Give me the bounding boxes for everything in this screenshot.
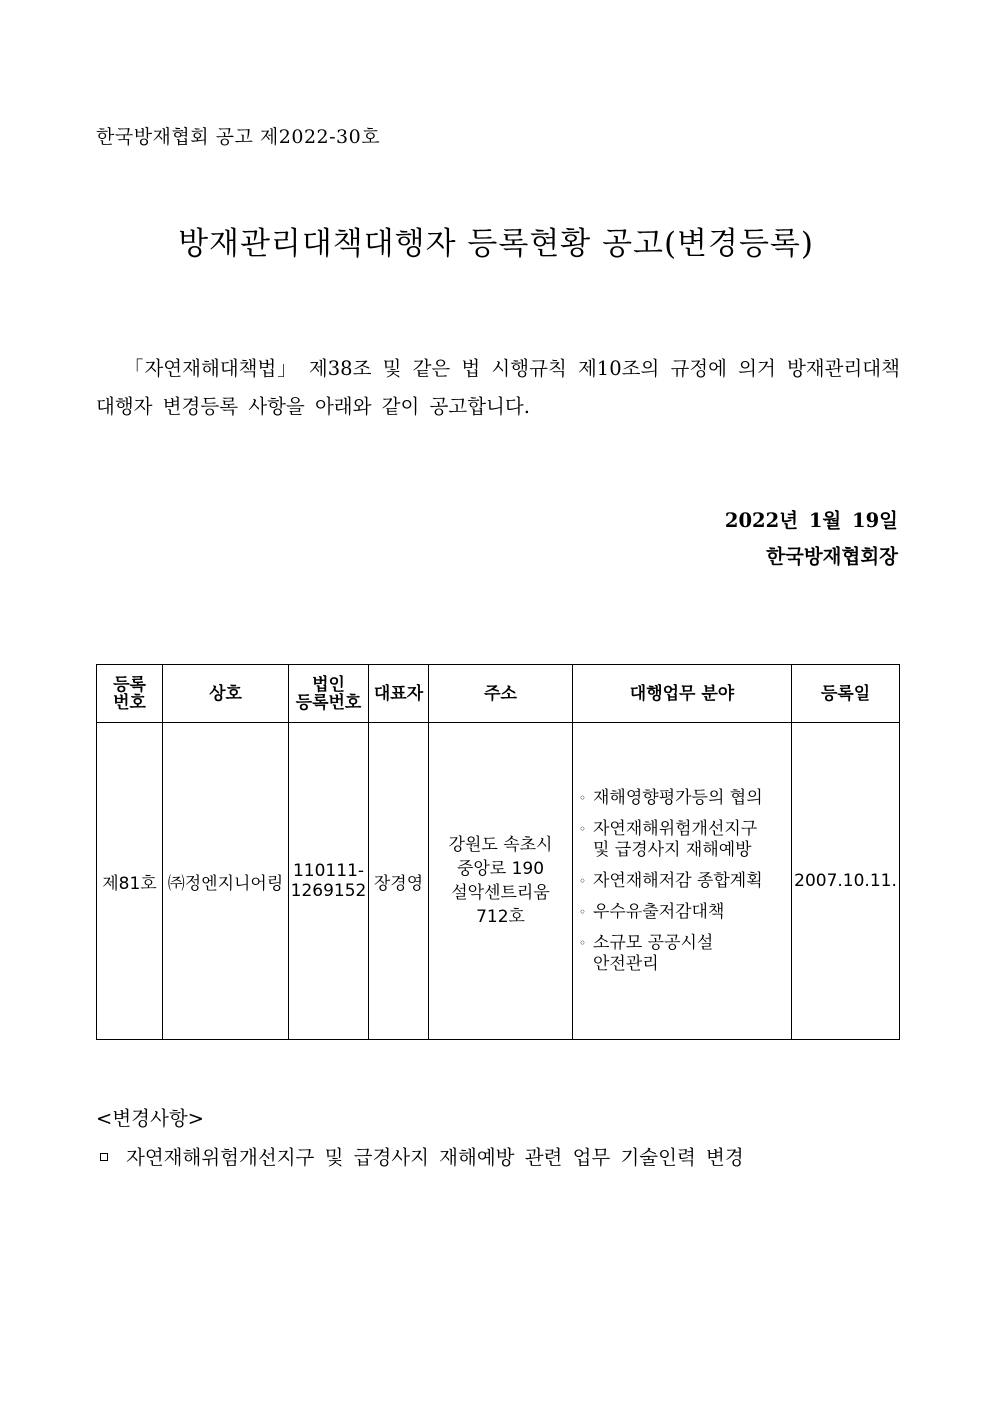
cell-company: ㈜정엔지니어링 [163, 723, 289, 1040]
cell-corp-no: 110111- 1269152 [289, 723, 369, 1040]
header-ceo: 대표자 [369, 665, 429, 723]
header-reg-date: 등록일 [792, 665, 900, 723]
header-reg-no: 등록 번호 [97, 665, 163, 723]
table-row [97, 723, 900, 1040]
page-title: 방재관리대책대행자 등록현황 공고(변경등록) [178, 226, 814, 262]
field-item: ◦ 우수유출저감대책 [579, 901, 725, 922]
registration-table [96, 664, 900, 1040]
issuer: 한국방재협회장 [766, 545, 898, 568]
header-company: 상호 [163, 665, 289, 723]
changes-item [100, 1142, 744, 1170]
header-fields: 대행업무 분야 [573, 665, 792, 723]
cell-reg-no: 제81호 [97, 723, 163, 1040]
square-bullet-icon [100, 1153, 108, 1161]
bullet-icon: ◦ [579, 904, 587, 919]
bullet-icon: ◦ [579, 821, 587, 836]
table-header-row [97, 665, 900, 723]
cell-reg-date: 2007.10.11. [792, 723, 900, 1040]
notice-number: 한국방재협회 공고 제2022-30호 [96, 126, 381, 148]
notice-body: 「자연재해대책법」 제38조 및 같은 법 시행규칙 제10조의 규정에 의거 방재관리대책대행자 변경등록 사항을 아래와 같이 공고합니다. [96, 357, 900, 418]
header-corp-no: 법인 등록번호 [289, 665, 369, 723]
cell-address: 강원도 속초시 중앙로 190 설악센트리움 712호 [429, 723, 573, 1040]
changes-item-text: 자연재해위험개선지구 및 급경사지 재해예방 관련 업무 기술인력 변경 [126, 1146, 744, 1169]
bullet-icon: ◦ [579, 873, 587, 888]
header-address: 주소 [429, 665, 573, 723]
cell-fields [573, 723, 792, 1040]
notice-date: 2022년 1월 19일 [724, 509, 898, 532]
bullet-icon: ◦ [579, 935, 587, 950]
cell-ceo: 장경영 [369, 723, 429, 1040]
field-item: ◦ 자연재해저감 종합계획 [579, 870, 763, 891]
bullet-icon: ◦ [579, 790, 587, 805]
field-item: ◦ 자연재해위험개선지구 및 급경사지 재해예방 [579, 818, 758, 860]
field-item: ◦ 소규모 공공시설 안전관리 [579, 932, 714, 974]
field-item: ◦ 재해영향평가등의 협의 [579, 787, 763, 808]
changes-heading: <변경사항> [96, 1107, 205, 1130]
